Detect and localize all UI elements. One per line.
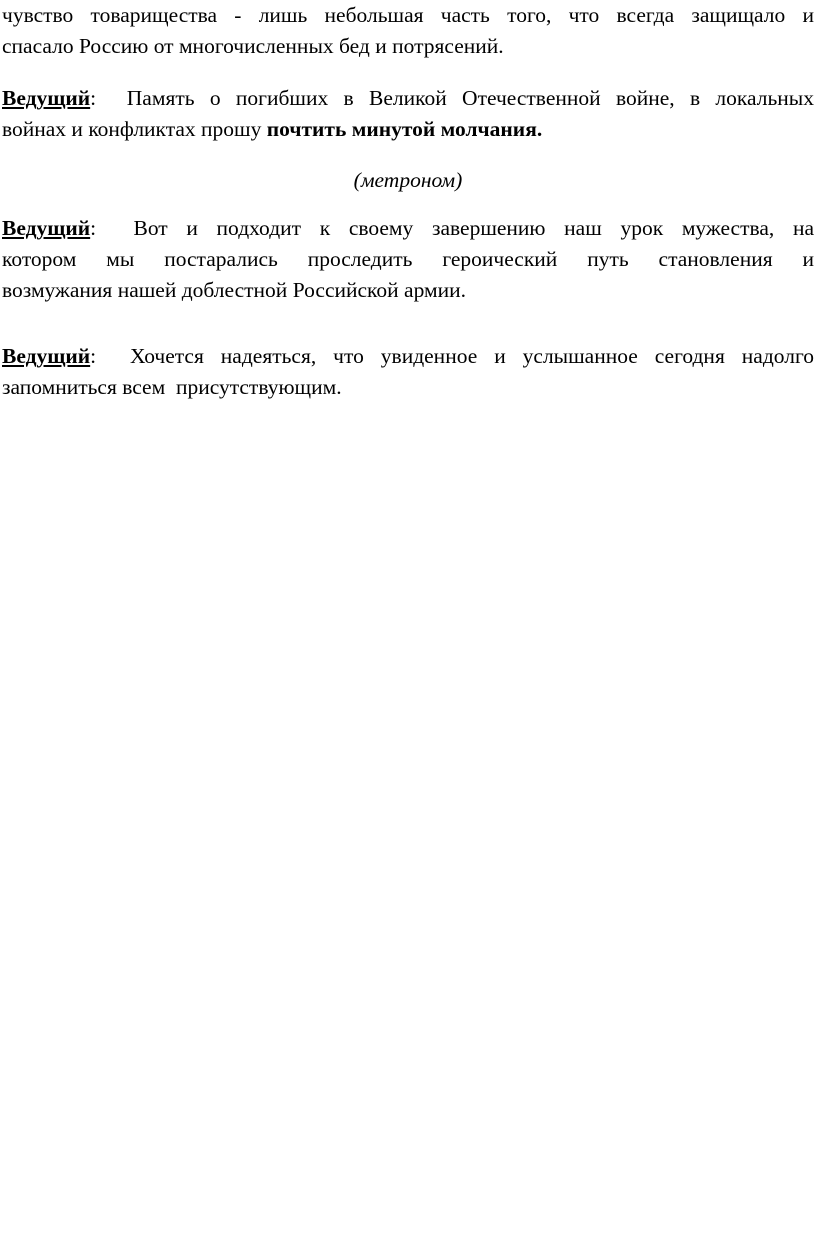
paragraph-conclusion-text-1: Вот и подходит к своему завершению наш урок мужества, на xyxy=(96,216,814,240)
speaker-label: Ведущий xyxy=(2,216,91,240)
paragraph-closing-line-1 xyxy=(2,341,814,372)
paragraph-closing-text-1: Хочется надеяться, что увиденное и услышанное сегодня надолго xyxy=(96,344,814,368)
paragraph-conclusion-line-1 xyxy=(2,213,814,244)
paragraph-conclusion xyxy=(2,213,814,306)
paragraph-memory-line-1 xyxy=(2,83,814,114)
speaker-colon: : xyxy=(90,86,97,110)
paragraph-memory-line-2 xyxy=(2,114,814,145)
paragraph-closing-line-2: запомниться всем присутствующим. xyxy=(2,375,342,399)
paragraph-memory xyxy=(2,83,814,145)
stage-direction-metronome: (метроном) xyxy=(353,168,463,192)
paragraph-conclusion-line-2: котором мы постарались проследить героический путь становления и xyxy=(2,247,814,271)
speaker-label: Ведущий xyxy=(2,86,91,110)
paragraph-intro-line-2: спасало Россию от многочисленных бед и потрясений. xyxy=(2,34,504,58)
paragraph-conclusion-line-3: возмужания нашей доблестной Российской армии. xyxy=(2,278,466,302)
paragraph-intro-line-1: чувство товарищества - лишь небольшая часть того, что всегда защищало и xyxy=(2,3,814,27)
paragraph-closing xyxy=(2,341,814,403)
speaker-colon: : xyxy=(90,344,97,368)
paragraph-memory-text-1: Память о погибших в Великой Отечественной войне, в локальных xyxy=(96,86,814,110)
paragraph-memory-text-2: войнах и конфликтах прошу xyxy=(2,117,267,141)
speaker-label: Ведущий xyxy=(2,344,91,368)
speaker-colon: : xyxy=(90,216,97,240)
paragraph-intro xyxy=(2,0,814,62)
minute-of-silence-text: почтить минутой молчания. xyxy=(266,117,543,141)
